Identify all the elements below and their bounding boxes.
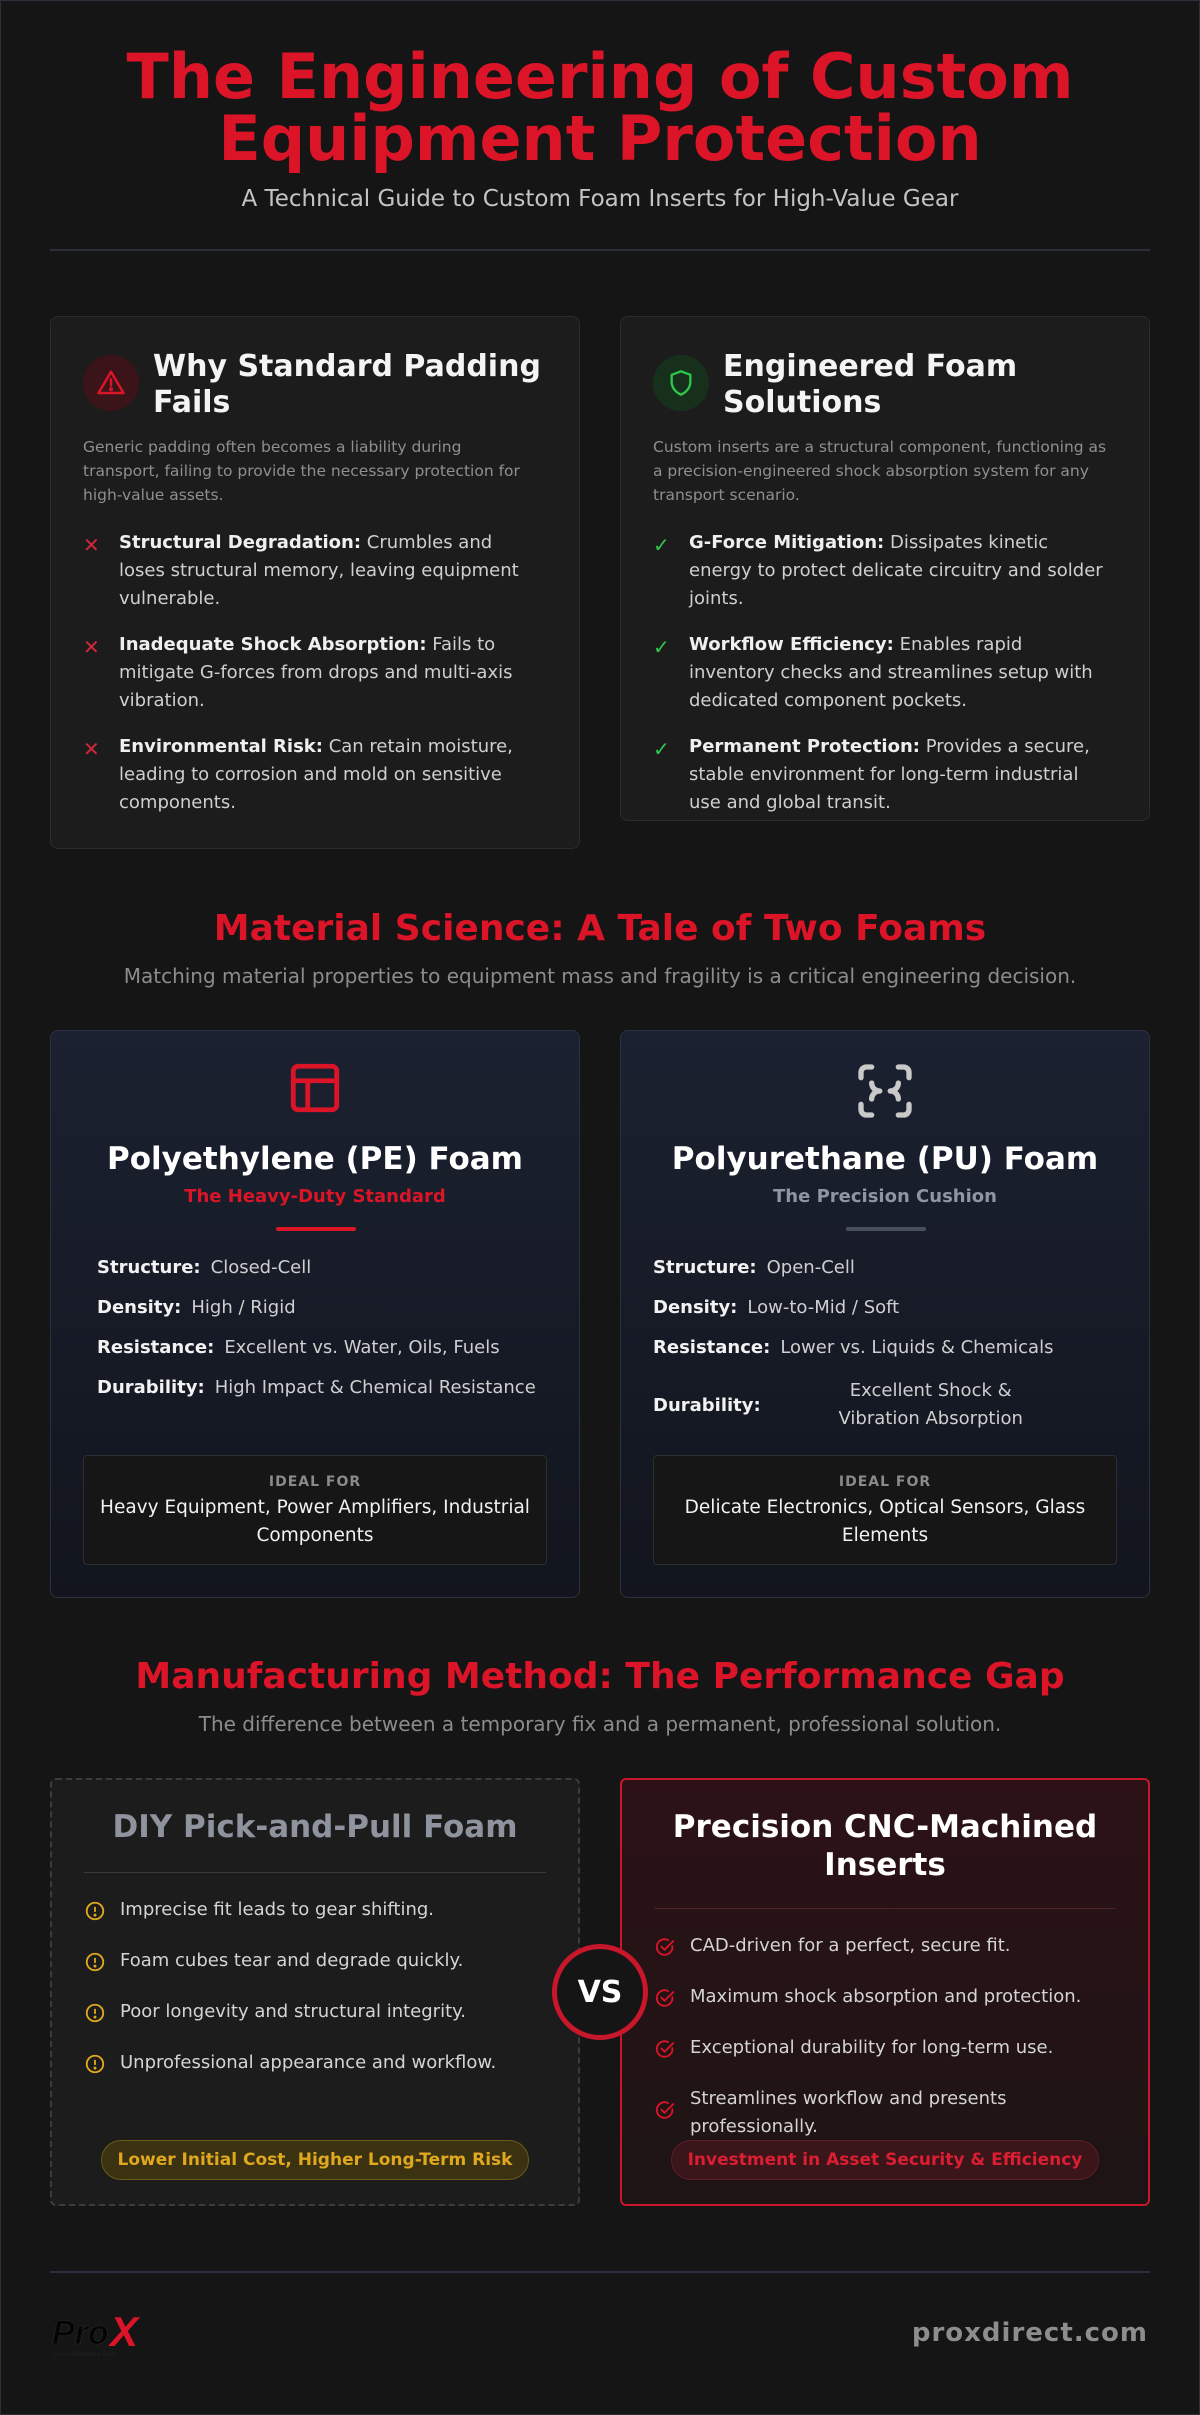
- alert-circle-icon: [84, 2049, 120, 2084]
- item-text: Poor longevity and structural integrity.: [120, 2001, 466, 2022]
- item-text: Foam cubes tear and degrade quickly.: [120, 1950, 464, 1971]
- list-item: [84, 1998, 548, 2033]
- page-title: [0, 40, 1200, 175]
- solution-title: Engineered Foam Solutions: [723, 349, 1018, 420]
- item-text: Maximum shock absorption and protection.: [690, 1986, 1082, 2007]
- check-icon: ✓: [653, 737, 670, 761]
- check-circle-icon: [654, 2085, 690, 2130]
- svg-text:X: X: [110, 2310, 139, 2355]
- page-subtitle: A Technical Guide to Custom Foam Inserts for High-Value Gear: [241, 186, 959, 212]
- materials-subtitle: Matching material properties to equipment mass and fragility is a critical engineering decision.: [123, 964, 1077, 988]
- list-item: [654, 1983, 1118, 2018]
- cnc-pill-text: Investment in Asset Security & Efficiency: [671, 2140, 1100, 2180]
- svg-text:Live Performance Gear: Live Performance Gear: [54, 2352, 117, 2358]
- pu-foam-tagline: The Precision Cushion: [773, 1186, 997, 1207]
- pu-spec-durability: [653, 1377, 1109, 1433]
- cross-icon: ✕: [83, 737, 100, 761]
- pe-ideal-box: [83, 1455, 547, 1565]
- item-text: Dissipates kinetic energy to protect delicate circuitry and solder joints.: [689, 532, 1103, 609]
- list-item: [653, 733, 1109, 817]
- problem-title: Why Standard Padding Fails: [153, 349, 541, 420]
- spec-label: Density:: [97, 1297, 182, 1318]
- spec-value: Low-to-Mid / Soft: [747, 1297, 900, 1318]
- cnc-title: Precision CNC-Machined Inserts: [672, 1809, 1098, 1883]
- item-text: Imprecise fit leads to gear shifting.: [120, 1899, 435, 1920]
- alert-circle-icon: [84, 1998, 120, 2033]
- pe-spec-durability: [97, 1377, 539, 1398]
- page-title-line-1: The Engineering of Custom: [126, 40, 1074, 113]
- list-item: [83, 631, 539, 715]
- page-title-line-2: Equipment Protection: [218, 102, 982, 175]
- diy-pill-text: Lower Initial Cost, Higher Long-Term Risk: [101, 2140, 530, 2180]
- website-link[interactable]: proxdirect.com: [911, 2318, 1148, 2348]
- cnc-list: [654, 1932, 1118, 2157]
- item-text: Provides a secure, stable environment for long-term industrial use and global transit.: [689, 736, 1090, 813]
- pe-spec-structure: [97, 1257, 539, 1278]
- pe-foam-title: Polyethylene (PE) Foam: [107, 1141, 523, 1177]
- item-heading: Inadequate Shock Absorption:: [119, 634, 427, 655]
- ideal-label: IDEAL FOR: [268, 1474, 362, 1490]
- list-item: [653, 529, 1109, 613]
- diy-divider: [84, 1872, 546, 1873]
- spec-label: Resistance:: [653, 1337, 771, 1358]
- list-item: [653, 631, 1109, 715]
- spec-label: Density:: [653, 1297, 738, 1318]
- layout-panel-icon: [286, 1059, 344, 1117]
- pe-spec-density: [97, 1297, 539, 1318]
- problem-description: Generic padding often becomes a liability during transport, failing to provide the necessary protection for high-value assets.: [83, 438, 520, 504]
- spec-label: Resistance:: [97, 1337, 215, 1358]
- footer-divider: [50, 2271, 1150, 2273]
- spec-value: High Impact & Chemical Resistance: [214, 1377, 536, 1398]
- spec-label: Structure:: [97, 1257, 201, 1278]
- item-heading: Workflow Efficiency:: [689, 634, 894, 655]
- item-text: Enables rapid inventory checks and streamlines setup with dedicated component pockets.: [689, 634, 1093, 711]
- pe-foam-card: [50, 1030, 580, 1598]
- solution-description: Custom inserts are a structural component, functioning as a precision-engineered shock absorption system for any transport scenario.: [653, 438, 1107, 504]
- list-item: [654, 2034, 1118, 2069]
- list-item: [654, 1932, 1118, 1967]
- spec-value: Excellent Shock & Vibration Absorption: [838, 1380, 1023, 1429]
- pe-foam-tagline: The Heavy-Duty Standard: [184, 1186, 446, 1207]
- warning-triangle-icon: [83, 355, 139, 411]
- materials-title: Material Science: A Tale of Two Foams: [213, 908, 987, 949]
- ideal-text: Heavy Equipment, Power Amplifiers, Industrial Components: [100, 1497, 530, 1546]
- pu-foam-card: [620, 1030, 1150, 1598]
- spec-value: Lower vs. Liquids & Chemicals: [780, 1337, 1054, 1358]
- cnc-divider: [654, 1908, 1116, 1909]
- prox-logo: [52, 2310, 162, 2362]
- ideal-text: Delicate Electronics, Optical Sensors, Glass Elements: [684, 1497, 1086, 1546]
- list-item: [83, 733, 539, 817]
- item-heading: Environmental Risk:: [119, 736, 323, 757]
- scan-brackets-icon: [853, 1059, 917, 1123]
- spec-value: Excellent vs. Water, Oils, Fuels: [224, 1337, 500, 1358]
- spec-value: High / Rigid: [191, 1297, 296, 1318]
- item-text: Unprofessional appearance and workflow.: [120, 2052, 497, 2073]
- pe-accent-line: [276, 1227, 356, 1231]
- problem-panel: [50, 316, 580, 849]
- pu-spec-structure: [653, 1257, 1109, 1278]
- spec-value: Open-Cell: [766, 1257, 855, 1278]
- pu-accent-line: [846, 1227, 926, 1231]
- item-text: Fails to mitigate G-forces from drops and multi-axis vibration.: [119, 634, 513, 711]
- spec-label: Structure:: [653, 1257, 757, 1278]
- header-divider: [50, 249, 1150, 251]
- diy-title: DIY Pick-and-Pull Foam: [112, 1809, 518, 1845]
- manufacturing-title: Manufacturing Method: The Performance Gap: [135, 1656, 1065, 1697]
- check-icon: ✓: [653, 533, 670, 557]
- item-text: Exceptional durability for long-term use.: [690, 2037, 1054, 2058]
- cross-icon: ✕: [83, 533, 100, 557]
- solution-panel: [620, 316, 1150, 821]
- diy-pill: [52, 2140, 578, 2180]
- spec-label: Durability:: [97, 1377, 205, 1398]
- alert-circle-icon: [84, 1896, 120, 1931]
- spec-value: Closed-Cell: [210, 1257, 312, 1278]
- diy-card: [50, 1778, 580, 2206]
- list-item: [84, 2049, 548, 2084]
- list-item: [654, 2085, 1118, 2141]
- pe-spec-resistance: [97, 1337, 539, 1358]
- alert-circle-icon: [84, 1947, 120, 1982]
- manufacturing-subtitle: The difference between a temporary fix and a permanent, professional solution.: [198, 1712, 1002, 1736]
- check-icon: ✓: [653, 635, 670, 659]
- check-circle-icon: [654, 2034, 690, 2069]
- pu-spec-resistance: [653, 1337, 1109, 1358]
- cnc-card: [620, 1778, 1150, 2206]
- pu-spec-density: [653, 1297, 1109, 1318]
- item-heading: Structural Degradation:: [119, 532, 362, 553]
- item-text: Can retain moisture, leading to corrosion and mold on sensitive components.: [119, 736, 513, 813]
- ideal-label: IDEAL FOR: [838, 1474, 932, 1490]
- item-text: Crumbles and loses structural memory, leaving equipment vulnerable.: [119, 532, 519, 609]
- pu-ideal-box: [653, 1455, 1117, 1565]
- item-heading: Permanent Protection:: [689, 736, 920, 757]
- diy-list: [84, 1896, 548, 2100]
- cross-icon: ✕: [83, 635, 100, 659]
- list-item: [83, 529, 539, 613]
- pu-foam-title: Polyurethane (PU) Foam: [671, 1141, 1099, 1177]
- list-item: [84, 1896, 548, 1931]
- item-text: Streamlines workflow and presents professionally.: [690, 2088, 1007, 2137]
- problem-list: [83, 529, 539, 835]
- cnc-pill: [622, 2140, 1148, 2180]
- svg-text:Pro: Pro: [52, 2314, 109, 2352]
- solution-list: [653, 529, 1109, 835]
- vs-badge: VS: [552, 1944, 648, 2040]
- item-heading: G-Force Mitigation:: [689, 532, 885, 553]
- item-text: CAD-driven for a perfect, secure fit.: [690, 1935, 1011, 1956]
- spec-label: Durability:: [653, 1394, 761, 1416]
- check-circle-icon: [654, 1932, 690, 1967]
- list-item: [84, 1947, 548, 1982]
- check-circle-icon: [654, 1983, 690, 2018]
- shield-icon: [653, 355, 709, 411]
